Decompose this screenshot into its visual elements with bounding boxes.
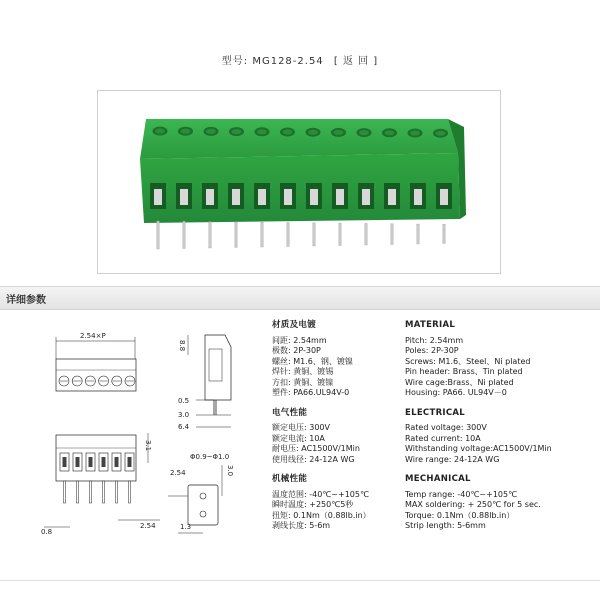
pin-icon (103, 481, 105, 503)
side-view-drawing (178, 335, 231, 431)
spec-line: Poles: 2P-30P (405, 346, 459, 355)
spec-line: 焊针: 黄铜、镀锡 (272, 367, 334, 376)
spec-line: 额定电压: 300V (272, 423, 330, 432)
pin-icon (235, 222, 237, 248)
pin-icon (129, 481, 131, 503)
specs-chinese (272, 320, 402, 541)
hole-diameter-label: Φ0.9~Φ1.0 (190, 453, 230, 461)
dimension-2-54-side: 2.54 (170, 469, 186, 477)
spec-line: 温度范围: -40℃~+105℃ (272, 489, 369, 499)
spec-line: 瞬时温度: +250℃5秒 (272, 500, 354, 509)
dimension-0-8: 0.8 (41, 528, 53, 536)
section-title: 详细参数 (6, 295, 46, 306)
spec-heading: MECHANICAL (405, 474, 471, 484)
spec-line: 方扣: 黄铜、镀镍 (272, 377, 334, 387)
dimension-3-0-side: 3.0 (226, 465, 234, 477)
product-photo (97, 90, 501, 274)
pin-icon (339, 223, 341, 245)
spec-line: 极数: 2P-30P (272, 346, 321, 355)
model-label: 型号: MG128-2.54 (221, 56, 324, 67)
spec-line: Wire cage:Brass、Ni plated (405, 377, 514, 387)
pin-icon (157, 221, 159, 249)
spec-group-electrical-cn (272, 408, 402, 466)
pins (157, 221, 445, 249)
specs-english (405, 320, 595, 541)
spec-heading: 材质及电镀 (272, 320, 317, 330)
spec-group-electrical-en (405, 408, 595, 466)
spec-line: 塑件: PA66.UL94V-0 (272, 388, 350, 397)
pin-icon (287, 223, 289, 247)
bottom-divider (0, 580, 600, 581)
back-link[interactable]: [ 返 回 ] (333, 56, 379, 67)
spec-line: MAX soldering: + 250℃ for 5 sec. (405, 500, 541, 509)
spec-line: Temp range: -40℃~+105℃ (405, 489, 518, 499)
spec-line: 使用线径: 24-12A WG (272, 454, 355, 464)
footprint-drawing (168, 453, 234, 533)
pin-icon (183, 221, 185, 248)
pin-icon (391, 224, 393, 245)
dimension-6-4: 6.4 (178, 423, 190, 431)
pin-icon (64, 481, 66, 503)
dimension-3-1: 3.1 (144, 440, 152, 452)
spec-line: Housing: PA66. UL94V－0 (405, 388, 507, 397)
spec-line: 螺丝: M1.6、钢、镀镍 (272, 356, 353, 366)
pin-icon (313, 223, 315, 246)
spec-line: 扭矩: 0.1Nm（0.88lb.in） (272, 510, 371, 520)
pin-icon (116, 481, 118, 503)
pin-icon (209, 222, 211, 248)
spec-line: 耐电压: AC1500V/1Min (272, 444, 360, 453)
height-dimension: 8.8 (178, 340, 186, 352)
pin-icon (90, 481, 92, 503)
spec-line: Rated voltage: 300V (405, 423, 487, 432)
spec-heading: ELECTRICAL (405, 407, 466, 418)
spec-line: Pin header: Brass、Tin plated (405, 367, 523, 376)
spec-group-material-cn (272, 320, 402, 399)
dimension-3-0: 3.0 (178, 411, 190, 419)
spec-group-mechanical-cn (272, 474, 402, 532)
spec-line: Wire range: 24-12A WG (405, 454, 500, 464)
dimension-0-5: 0.5 (178, 397, 190, 405)
spec-line: Withstanding voltage:AC1500V/1Min (405, 444, 552, 453)
pin-icon (365, 223, 367, 245)
pin-icon (261, 222, 263, 247)
spec-group-material-en (405, 320, 595, 399)
spec-line: 额定电流: 10A (272, 433, 325, 443)
pin-icon (77, 481, 79, 503)
spec-heading: MATERIAL (405, 320, 456, 330)
technical-drawings (0, 315, 265, 545)
dimension-1-3: 1.3 (180, 523, 192, 531)
top-bar (0, 0, 600, 38)
top-view-drawing (56, 332, 136, 391)
spec-group-mechanical-en (405, 474, 595, 532)
spec-line: Screws: M1.6、Steel、Ni plated (405, 356, 531, 366)
spec-line: 剥线长度: 5-6m (272, 521, 331, 530)
section-header (0, 286, 600, 310)
terminal-block-image (98, 91, 500, 273)
model-header (0, 52, 600, 67)
dimension-2-54-bottom: 2.54 (140, 522, 156, 530)
spec-line: 间距: 2.54mm (272, 335, 327, 345)
spec-line: Pitch: 2.54mm (405, 335, 464, 345)
spec-heading: 机械性能 (272, 474, 308, 484)
pin-icon (417, 224, 419, 244)
spec-line: Strip length: 5-6mm (405, 521, 486, 530)
pitch-dimension: 2.54×P (80, 332, 106, 340)
front-view-drawing (41, 433, 160, 536)
pin-icon (443, 224, 445, 243)
spec-line: Rated current: 10A (405, 433, 481, 443)
spec-line: Torque: 0.1Nm（0.88lb.in） (405, 510, 515, 520)
spec-heading: 电气性能 (272, 407, 308, 418)
